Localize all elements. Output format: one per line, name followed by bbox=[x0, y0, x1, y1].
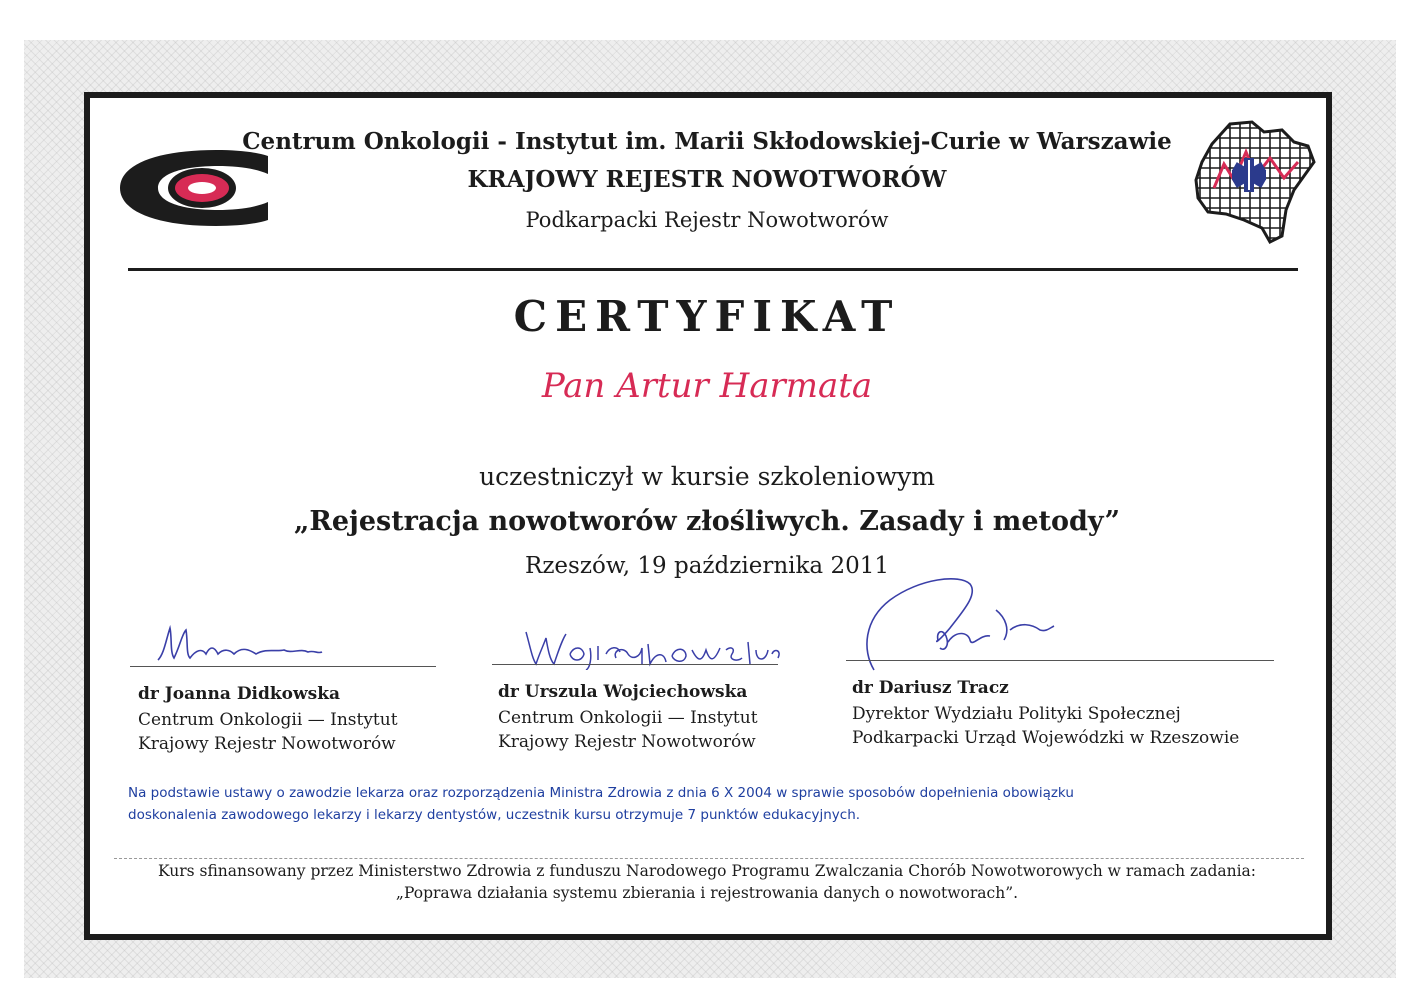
legal-note bbox=[128, 782, 1288, 826]
signatory-3-name: dr Dariusz Tracz bbox=[852, 678, 1009, 698]
signatory-1-name: dr Joanna Didkowska bbox=[138, 684, 341, 704]
funding-line1: Kurs sfinansowany przez Ministerstwo Zdrowia z funduszu Narodowego Programu Zwalczania Chorób Nowotworowych w ramach zadania: bbox=[157, 862, 1257, 880]
signatory-1-org-line2: Krajowy Rejestr Nowotworów bbox=[138, 734, 396, 754]
signature-line-3 bbox=[846, 660, 1274, 661]
signature-line-1 bbox=[130, 666, 436, 667]
legal-note-line2: doskonalenia zawodowego lekarzy i lekarzy dentystów, uczestnik kursu otrzymuje 7 punktów edukacyjnych. bbox=[128, 807, 861, 823]
institution-name: Centrum Onkologii - Instytut im. Marii Skłodowskiej-Curie w Warszawie bbox=[242, 128, 1172, 155]
signatory-3-org-line1: Dyrektor Wydziału Polityki Społecznej bbox=[852, 704, 1181, 724]
signatory-2-name: dr Urszula Wojciechowska bbox=[498, 682, 748, 702]
header-divider bbox=[128, 268, 1298, 271]
place-and-date: Rzeszów, 19 października 2011 bbox=[525, 553, 889, 579]
signature-line-2 bbox=[492, 664, 778, 665]
certificate-title: CERTYFIKAT bbox=[513, 292, 901, 341]
course-name: „Rejestracja nowotworów złośliwych. Zasady i metody” bbox=[293, 506, 1121, 537]
funding-divider bbox=[114, 858, 1304, 859]
signatory-3-org-line2: Podkarpacki Urząd Wojewódzki w Rzeszowie bbox=[852, 728, 1240, 748]
signature-1-handwriting bbox=[150, 624, 330, 672]
signatory-1-org-line1: Centrum Onkologii — Instytut bbox=[138, 710, 398, 730]
recipient-name: Pan Artur Harmata bbox=[541, 366, 873, 406]
registry-name: KRAJOWY REJESTR NOWOTWORÓW bbox=[467, 166, 947, 193]
signatory-2-org-line2: Krajowy Rejestr Nowotworów bbox=[498, 732, 756, 752]
signatory-2-org-line1: Centrum Onkologii — Instytut bbox=[498, 708, 758, 728]
subregistry-name: Podkarpacki Rejestr Nowotworów bbox=[525, 208, 889, 232]
participation-text: uczestniczył w kursie szkoleniowym bbox=[479, 462, 935, 491]
funding-line2: „Poprawa działania systemu zbierania i rejestrowania danych o nowotworach”. bbox=[395, 884, 1019, 902]
legal-note-line1: Na podstawie ustawy o zawodzie lekarza oraz rozporządzenia Ministra Zdrowia z dnia 6 X 2004 w sprawie sposobów dopełnienia obowiązku bbox=[128, 785, 1074, 801]
